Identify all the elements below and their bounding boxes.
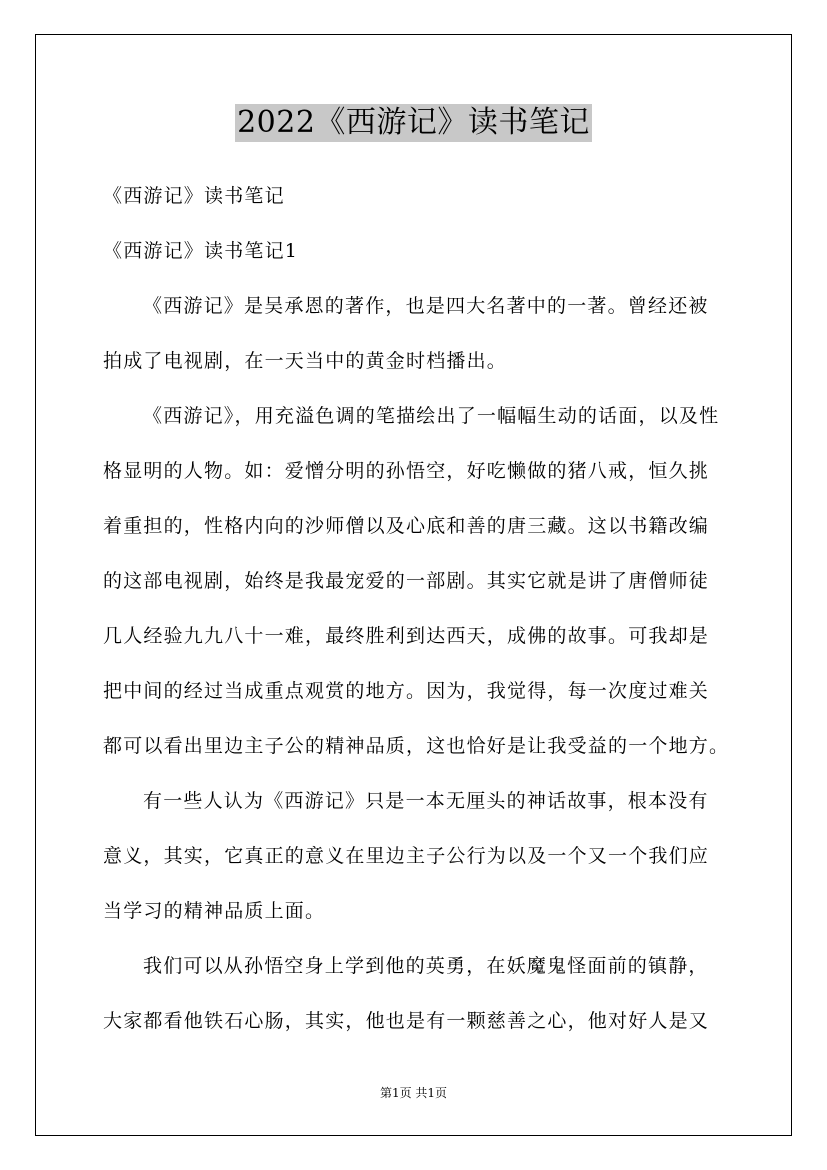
paragraph-line: 有一些人认为《西游记》只是一本无厘头的神话故事，根本没有 [143,790,709,812]
paragraph-line: 把中间的经过当成重点观赏的地方。因为，我觉得，每一次度过难关 [103,680,710,702]
section-heading: 《西游记》读书笔记1 [103,240,299,262]
paragraph-line: 当学习的精神品质上面。 [103,900,326,922]
document-title: 2022《西游记》读书笔记 [237,105,590,140]
paragraph-line: 大家都看他铁石心肠，其实，他也是有一颗慈善之心，他对好人是又 [103,1010,710,1032]
paragraph-line: 意义，其实，它真正的意义在里边主子公行为以及一个又一个我们应 [103,845,710,867]
paragraph-line: 拍成了电视剧，在一天当中的黄金时档播出。 [103,350,508,372]
paragraph-line: 《西游记》是吴承恩的著作，也是四大名著中的一著。曾经还被 [143,295,709,317]
paragraph-line: 我们可以从孙悟空身上学到他的英勇，在妖魔鬼怪面前的镇静， [143,955,709,977]
paragraph-line: 几人经验九九八十一难，最终胜利到达西天，成佛的故事。可我却是 [103,625,710,647]
paragraph-line: 着重担的，性格内向的沙师僧以及心底和善的唐三藏。这以书籍改编 [103,515,710,537]
paragraph-line: 的这部电视剧，始终是我最宠爱的一部剧。其实它就是讲了唐僧师徒 [103,570,710,592]
page-footer: 第1页 共1页 [379,1086,448,1100]
paragraph-line: 都可以看出里边主子公的精神品质，这也恰好是让我受益的一个地方。 [103,735,730,757]
paragraph-line: 格显明的人物。如：爱憎分明的孙悟空，好吃懒做的猪八戒，恒久挑 [103,460,710,482]
paragraph-line: 《西游记》，用充溢色调的笔描绘出了一幅幅生动的话面，以及性 [143,405,720,427]
title-container [0,104,827,142]
subtitle-heading: 《西游记》读书笔记 [103,185,285,207]
